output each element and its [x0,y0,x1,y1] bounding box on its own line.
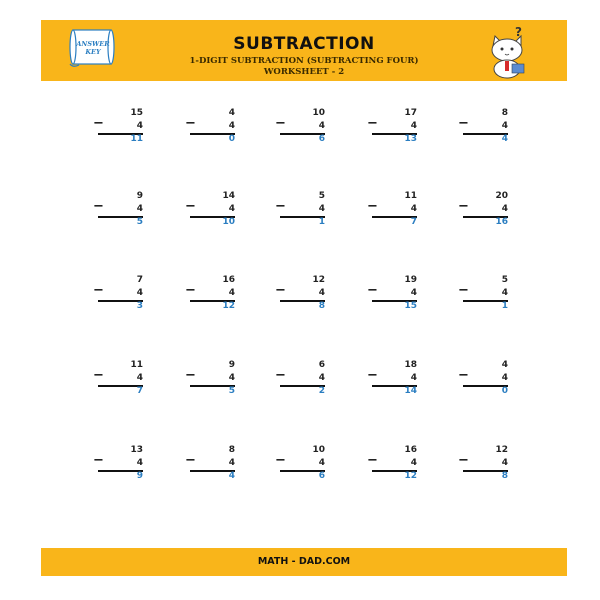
answer: 14 [404,386,417,396]
subtraction-problem [175,445,235,490]
subtrahend: 4 [410,204,417,214]
minus-sign: − [458,116,469,131]
answer: 6 [318,471,325,481]
subtraction-problem [265,275,325,320]
answer: 1 [318,217,325,227]
answer: 9 [136,471,143,481]
subtrahend: 4 [410,373,417,383]
subtraction-problem [265,445,325,490]
answer: 11 [130,134,143,144]
subtraction-problem [357,108,417,153]
minus-sign: − [275,283,286,298]
subtraction-problem [448,275,508,320]
minus-sign: − [458,368,469,383]
minus-sign: − [93,283,104,298]
subtrahend: 4 [136,288,143,298]
subtraction-problem [83,275,143,320]
minuend: 19 [404,275,417,285]
answer: 5 [136,217,143,227]
subtrahend: 4 [501,458,508,468]
subtrahend: 4 [136,121,143,131]
answer-key-line2: KEY [85,48,101,56]
minus-sign: − [458,283,469,298]
answer: 15 [404,301,417,311]
page-title: SUBTRACTION [233,34,375,54]
subtrahend: 4 [228,373,235,383]
minuend: 16 [404,445,417,455]
minus-sign: − [93,368,104,383]
svg-text:?: ? [515,25,522,39]
answer: 5 [228,386,235,396]
subtraction-problem [175,275,235,320]
minus-sign: − [367,283,378,298]
answer: 7 [136,386,143,396]
minuend: 12 [312,275,325,285]
minuend: 9 [136,191,143,201]
answer: 0 [501,386,508,396]
subtrahend: 4 [410,458,417,468]
minuend: 8 [228,445,235,455]
minus-sign: − [185,368,196,383]
minuend: 16 [222,275,235,285]
answer: 7 [410,217,417,227]
subtrahend: 4 [228,288,235,298]
subtrahend: 4 [228,204,235,214]
subtraction-problem [357,360,417,405]
subtrahend: 4 [136,373,143,383]
subtrahend: 4 [318,288,325,298]
answer: 8 [318,301,325,311]
subtraction-problem [83,360,143,405]
subtraction-problem [265,108,325,153]
footer-site: MATH - DAD.COM [257,556,351,567]
minus-sign: − [367,368,378,383]
minus-sign: − [367,199,378,214]
minuend: 17 [404,108,417,118]
answer: 12 [222,301,235,311]
subtrahend: 4 [318,458,325,468]
subtraction-problem [83,445,143,490]
minus-sign: − [185,116,196,131]
subtraction-problem [83,108,143,153]
minuend: 4 [501,360,508,370]
answer: 12 [404,471,417,481]
answer: 16 [495,217,508,227]
subtraction-problem [448,191,508,236]
subtrahend: 4 [501,121,508,131]
subtrahend: 4 [228,458,235,468]
answer: 4 [501,134,508,144]
answer: 6 [318,134,325,144]
minus-sign: − [93,116,104,131]
subtraction-problem [357,191,417,236]
minuend: 18 [404,360,417,370]
minuend: 5 [501,275,508,285]
minus-sign: − [185,283,196,298]
minus-sign: − [367,116,378,131]
page-subtitle: 1-DIGIT SUBTRACTION (SUBTRACTING FOUR) [189,56,419,66]
subtraction-problem [357,275,417,320]
minuend: 11 [404,191,417,201]
subtrahend: 4 [136,204,143,214]
worksheet-number: WORKSHEET - 2 [263,67,345,77]
minuend: 9 [228,360,235,370]
subtraction-problem [175,360,235,405]
subtraction-problem [448,445,508,490]
subtraction-problem [175,191,235,236]
subtrahend: 4 [410,288,417,298]
answer: 0 [228,134,235,144]
minuend: 10 [312,108,325,118]
answer: 8 [501,471,508,481]
subtrahend: 4 [228,121,235,131]
minuend: 8 [501,108,508,118]
answer: 10 [222,217,235,227]
answer-key-line1: ANSWER [76,40,110,48]
answer: 3 [136,301,143,311]
minuend: 4 [228,108,235,118]
minuend: 7 [136,275,143,285]
subtrahend: 4 [410,121,417,131]
minuend: 6 [318,360,325,370]
minuend: 14 [222,191,235,201]
subtraction-problem [265,191,325,236]
minuend: 15 [130,108,143,118]
minus-sign: − [275,453,286,468]
subtraction-problem [175,108,235,153]
subtraction-problem [448,108,508,153]
minus-sign: − [275,116,286,131]
subtrahend: 4 [501,373,508,383]
subtrahend: 4 [501,204,508,214]
minus-sign: − [185,199,196,214]
minus-sign: − [185,453,196,468]
answer: 2 [318,386,325,396]
subtrahend: 4 [318,204,325,214]
minus-sign: − [458,453,469,468]
subtraction-problem [265,360,325,405]
subtrahend: 4 [501,288,508,298]
footer-banner [41,548,567,576]
minuend: 10 [312,445,325,455]
subtraction-problem [448,360,508,405]
answer: 4 [228,471,235,481]
subtrahend: 4 [136,458,143,468]
minuend: 5 [318,191,325,201]
minus-sign: − [458,199,469,214]
subtrahend: 4 [318,373,325,383]
minuend: 20 [495,191,508,201]
minus-sign: − [93,199,104,214]
minus-sign: − [275,199,286,214]
minus-sign: − [93,453,104,468]
minuend: 12 [495,445,508,455]
minuend: 11 [130,360,143,370]
minus-sign: − [275,368,286,383]
subtrahend: 4 [318,121,325,131]
minuend: 13 [130,445,143,455]
answer: 1 [501,301,508,311]
subtraction-problem [83,191,143,236]
subtraction-problem [357,445,417,490]
minus-sign: − [367,453,378,468]
answer: 13 [404,134,417,144]
